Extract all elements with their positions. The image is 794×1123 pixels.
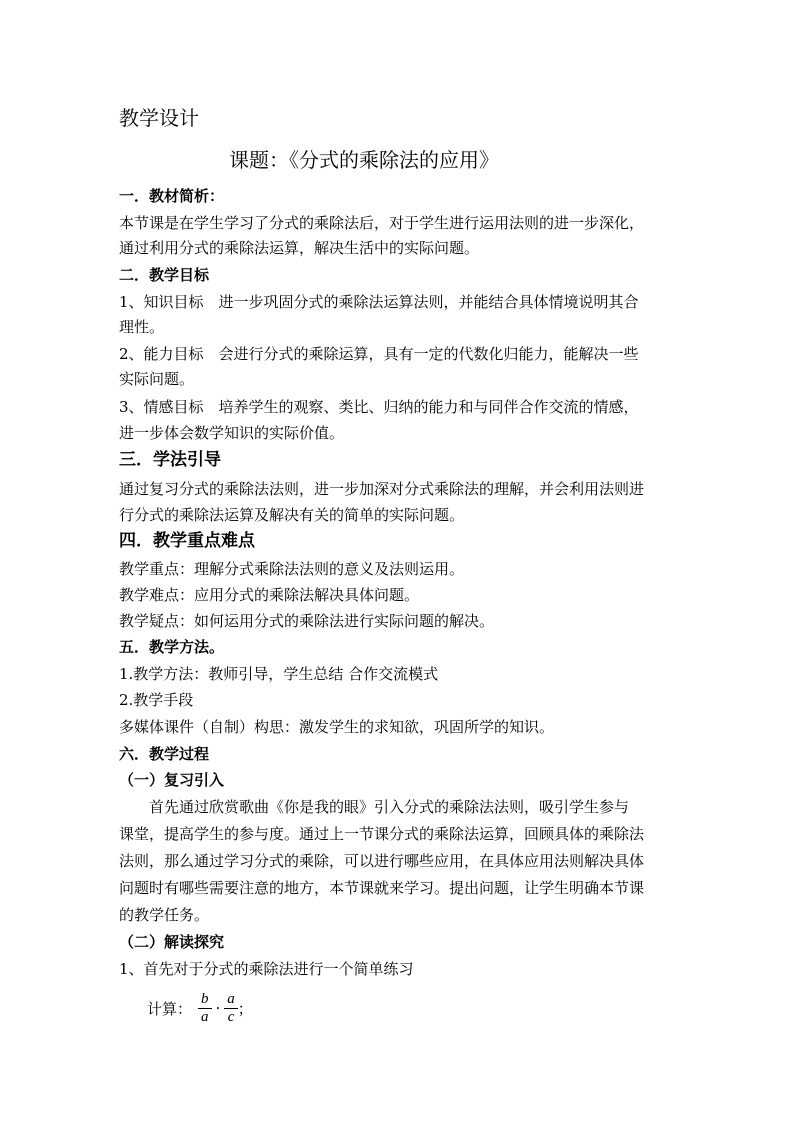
paragraph-line: 2.教学手段 [119, 691, 194, 709]
paragraph-line: 通过利用分式的乘除法运算，解决生活中的实际问题。 [119, 239, 480, 257]
paragraph-line: 2、能力目标 会进行分式的乘除运算，具有一定的代数化归能力，能解决一些 [119, 345, 639, 363]
paragraph-line: 进一步体会数学知识的实际价值。 [119, 424, 345, 442]
paragraph-line: 实际问题。 [119, 370, 195, 388]
paragraph-line: 1.教学方法：教师引导，学生总结 合作交流模式 [119, 665, 439, 683]
section-4-heading: 四．教学重点难点 [119, 531, 255, 551]
paragraph-line: 教学疑点：如何运用分式的乘除法进行实际问题的解决。 [119, 612, 495, 630]
fraction-2 [224, 991, 238, 1026]
semicolon: ； [237, 999, 253, 1018]
paragraph-line: 3、情感目标 培养学生的观察、类比、归纳的能力和与同伴合作交流的情感， [119, 398, 639, 416]
paragraph-line: 的教学任务。 [119, 906, 210, 924]
section-5-heading: 五．教学方法。 [119, 638, 225, 656]
section-2-heading: 二．教学目标 [119, 266, 210, 284]
calc-expression [147, 986, 253, 1030]
paragraph-line: 课堂，提高学生的参与度。通过上一节课分式的乘除法运算，回顾具体的乘除法 [119, 825, 645, 843]
calc-label: 计算： [147, 999, 193, 1018]
fraction-numerator: a [224, 991, 238, 1009]
doc-title: 教学设计 [119, 106, 199, 130]
paragraph-line: 理性。 [119, 318, 165, 336]
fraction-1 [198, 991, 212, 1026]
multiply-dot: · [215, 999, 221, 1017]
section-1-heading: 一．教材简析： [119, 187, 225, 205]
lesson-title: 课题：《分式的乘除法的应用》 [229, 148, 499, 172]
paragraph-line: 1、首先对于分式的乘除法进行一个简单练习 [119, 960, 414, 978]
paragraph-line: 行分式的乘除法运算及解决有关的简单的实际问题。 [119, 506, 465, 524]
paragraph-line: 教学重点：理解分式乘除法法则的意义及法则运用。 [119, 560, 465, 578]
section-6-heading: 六．教学过程 [119, 745, 210, 763]
paragraph-line: 本节课是在学生学习了分式的乘除法后，对于学生进行运用法则的进一步深化， [119, 214, 645, 232]
fraction-numerator: b [198, 991, 212, 1009]
subsection-1-heading: （一）复习引入 [119, 771, 225, 789]
paragraph-line: 法则，那么通过学习分式的乘除，可以进行哪些应用，在具体应用法则解决具体 [119, 852, 645, 870]
fraction-denominator: a [201, 1008, 209, 1025]
paragraph-line: 教学难点：应用分式的乘除法解决具体问题。 [119, 586, 420, 604]
section-3-heading: 三．学法引导 [119, 450, 221, 470]
paragraph-line: 1、知识目标 进一步巩固分式的乘除法运算法则，并能结合具体情境说明其合 [119, 293, 639, 311]
paragraph-line: 问题时有哪些需要注意的地方，本节课就来学习。提出问题，让学生明确本节课 [119, 879, 645, 897]
subsection-2-heading: （二）解读探究 [119, 933, 225, 951]
paragraph-line: 多媒体课件（自制）构思：激发学生的求知欲，巩固所学的知识。 [119, 718, 555, 736]
paragraph-line: 通过复习分式的乘除法法则，进一步加深对分式乘除法的理解，并会利用法则进 [119, 480, 645, 498]
fraction-denominator: c [227, 1008, 235, 1025]
paragraph-line: 首先通过欣赏歌曲《你是我的眼》引入分式的乘除法法则，吸引学生参与 [149, 798, 630, 816]
